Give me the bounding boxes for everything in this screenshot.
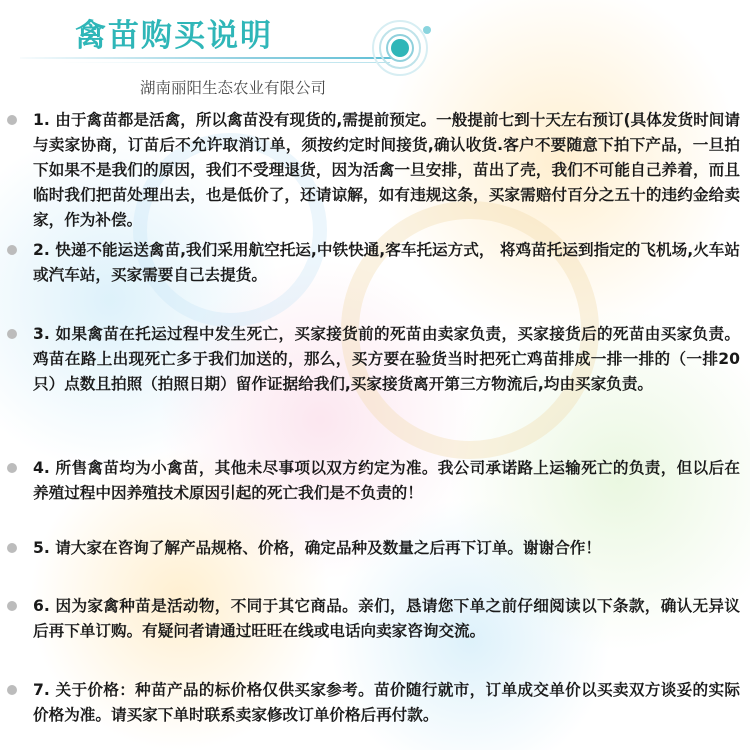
bullet-dot-icon <box>7 245 17 255</box>
list-item-text: 7. 关于价格：种苗产品的标价格仅供买家参考。苗价随行就市，订单成交单价以买卖双方谈妥的实际价格为准。请买家下单时联系卖家修改订单价格后再付款。 <box>33 681 740 724</box>
title-underline-secondary <box>60 62 390 63</box>
bullet-dot-icon <box>7 329 17 339</box>
list-item <box>0 678 750 738</box>
list-item <box>0 238 750 322</box>
target-circle-icon <box>360 14 440 94</box>
title-underline <box>20 57 400 59</box>
bullet-dot-icon <box>7 543 17 553</box>
purchase-notes-list <box>0 108 750 738</box>
list-item-text: 1. 由于禽苗都是活禽，所以禽苗没有现货的,需提前预定。一般提前七到十天左右预订(具体发货时间请与卖家协商，订苗后不允许取消订单，须按约定时间接货,确认收货.客户不要随意下拍下产品，一旦拍下如果不是我们的原因，我们不受理退货，因为活禽一旦安排，苗出了壳，我们不可能自己养着，而且临时我们把苗处理出去，也是低价了，还请谅解，如有违规这条，买家需赔付百分之五十的违约金给卖家，作为补偿。 <box>33 111 740 229</box>
bullet-dot-icon <box>7 685 17 695</box>
bullet-dot-icon <box>7 601 17 611</box>
list-item <box>0 456 750 536</box>
bullet-dot-icon <box>7 463 17 473</box>
list-item-text: 4. 所售禽苗均为小禽苗，其他未尽事项以双方约定为准。我公司承诺路上运输死亡的负责，但以后在养殖过程中因养殖技术原因引起的死亡我们是不负责的！ <box>33 459 740 502</box>
list-item <box>0 594 750 678</box>
list-item <box>0 108 750 238</box>
bullet-dot-icon <box>7 115 17 125</box>
list-item-text: 3. 如果禽苗在托运过程中发生死亡，买家接货前的死苗由卖家负责，买家接货后的死苗由买家负责。鸡苗在路上出现死亡多于我们加送的，那么，买方要在验货当时把死亡鸡苗排成一排一排的（一排20只）点数且拍照（拍照日期）留作证据给我们,买家接货离开第三方物流后,均由买家负责。 <box>33 325 740 393</box>
list-item-text: 5. 请大家在咨询了解产品规格、价格，确定品种及数量之后再下订单。谢谢合作！ <box>33 539 601 557</box>
list-item <box>0 322 750 456</box>
header <box>0 0 750 100</box>
company-name: 湖南丽阳生态农业有限公司 <box>140 79 327 97</box>
page-title: 禽苗购买说明 <box>75 18 273 54</box>
list-item-text: 6. 因为家禽种苗是活动物，不同于其它商品。亲们，恳请您下单之前仔细阅读以下条款，确认无异议后再下单订购。有疑问者请通过旺旺在线或电话向卖家咨询交流。 <box>33 597 740 640</box>
list-item-text: 2. 快递不能运送禽苗,我们采用航空托运,中铁快通,客车托运方式， 将鸡苗托运到指定的飞机场,火车站或汽车站，买家需要自己去提货。 <box>33 241 740 284</box>
list-item <box>0 536 750 594</box>
